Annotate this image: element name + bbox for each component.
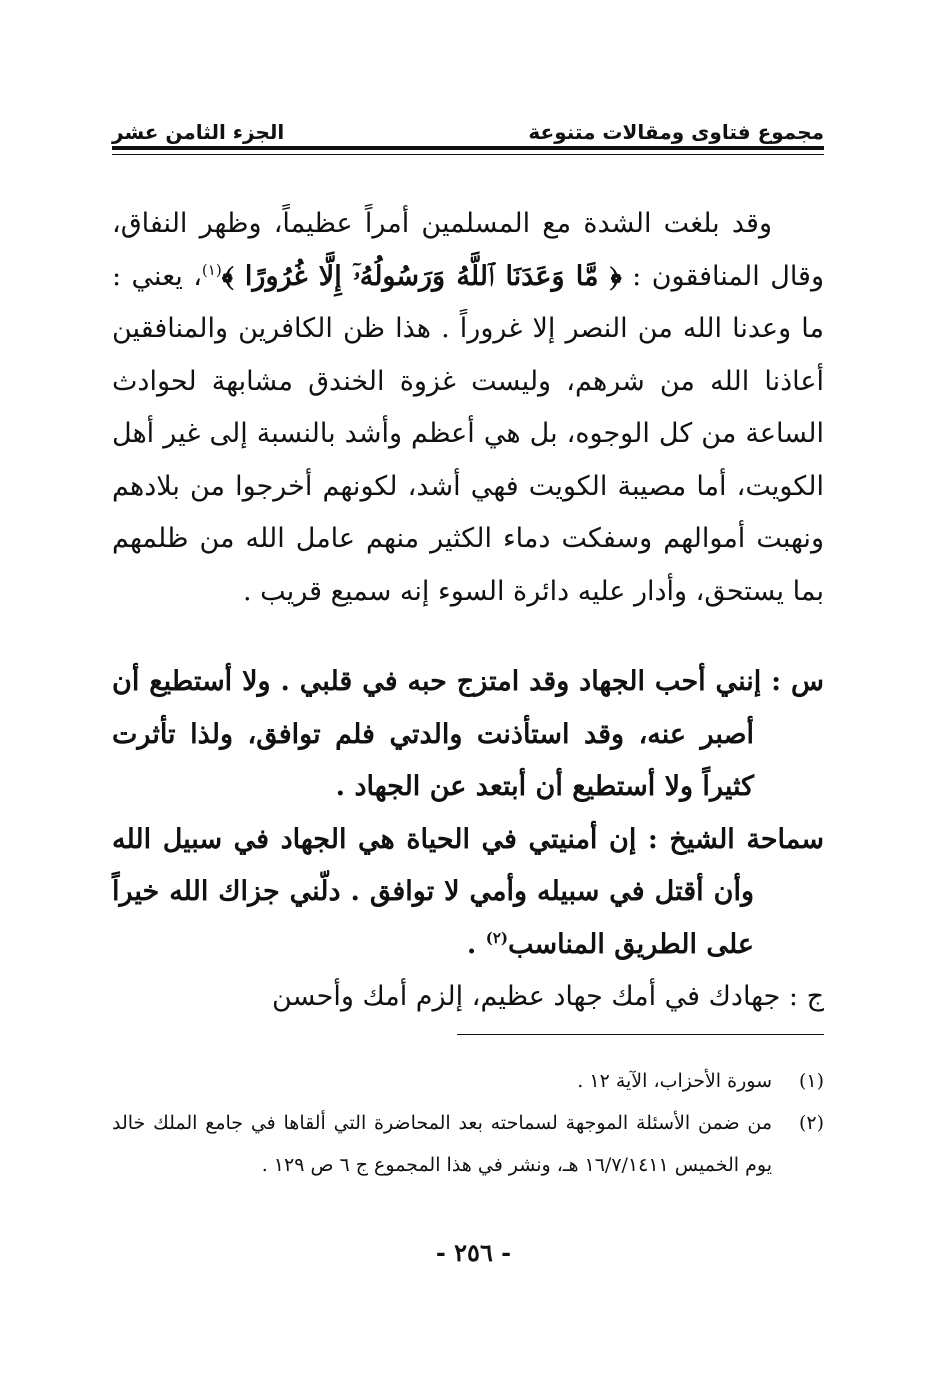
question: س : إنني أحب الجهاد وقد امتزج حبه في قلبي . ولا أستطيع أن أصبر عنه، وقد استأذنت والدتي فلم توافق، ولذا تأثرت كثيراً ولا أستطيع أن أبتعد عن الجهاد . <box>112 666 824 802</box>
header-rule-thin <box>112 154 824 155</box>
footnotes <box>112 1060 824 1186</box>
answer: ج : جهادك في أمك جهاد عظيم، إلزم أمك وأحسن <box>272 981 824 1012</box>
footnote-separator <box>457 1034 824 1035</box>
book-title: مجموع فتاوى ومقالات متنوعة <box>528 120 824 144</box>
header-rule <box>112 146 824 150</box>
volume-label: الجزء الثامن عشر <box>112 120 285 144</box>
footnote-ref-1: (١) <box>201 260 222 279</box>
running-header <box>112 110 824 144</box>
question-2: سماحة الشيخ : إن أمنيتي في الحياة هي الجهاد في سبيل الله وأن أقتل في سبيله وأمي لا توافق . دلّني جزاك الله خيراً على الطريق المناسب$^{(٢)}$ . <box>112 823 824 960</box>
page-number: - ٢٥٦ - <box>435 1238 512 1267</box>
main-paragraph <box>112 198 824 618</box>
paragraph-text-after-quote: ، يعني : ما وعدنا الله من النصر إلا غروراً . هذا ظن الكافرين والمنافقين أعاذنا الله من شرهم، وليست غزوة الخندق مشابهة لحوادث الساعة من كل الوجوه، بل هي أعظم وأشد بالنسبة إلى غير أهل الكويت، أما مصيبة الكويت فهي أشد، لكونهم أخرجوا من بلادهم ونهبت أموالهم وسفكت دماء الكثير منهم عامل الله من ظلمهم بما يستحق، وأدار عليه دائرة السوء إنه سميع قريب . <box>112 260 824 607</box>
footnote-number: (٢) <box>798 1112 824 1134</box>
paragraph-text-before-quote: وقد بلغت الشدة مع المسلمين أمراً عظيماً، وظهر النفاق، وقال المنافقون : <box>112 208 825 292</box>
footnote-1 <box>112 1060 824 1102</box>
question-answer-section <box>112 656 824 1024</box>
quran-quote: ﴿ مَّا وَعَدَنَا ٱللَّهُ وَرَسُولُهُۥٓ إِلَّا غُرُورًا ﴾ <box>221 260 622 292</box>
footnote-ref-2: (٢) <box>485 928 508 947</box>
footnote-text: من ضمن الأسئلة الموجهة لسماحته بعد المحاضرة التي ألقاها في جامع الملك خالد يوم الخميس ١٦/٧/١٤١١ هـ، ونشر في هذا المجموع ج ٦ ص ١٢٩ . <box>112 1112 772 1176</box>
footnote-2 <box>112 1102 824 1186</box>
footnote-number: (١) <box>798 1070 824 1092</box>
footnote-text: سورة الأحزاب، الآية ١٢ . <box>577 1070 772 1092</box>
